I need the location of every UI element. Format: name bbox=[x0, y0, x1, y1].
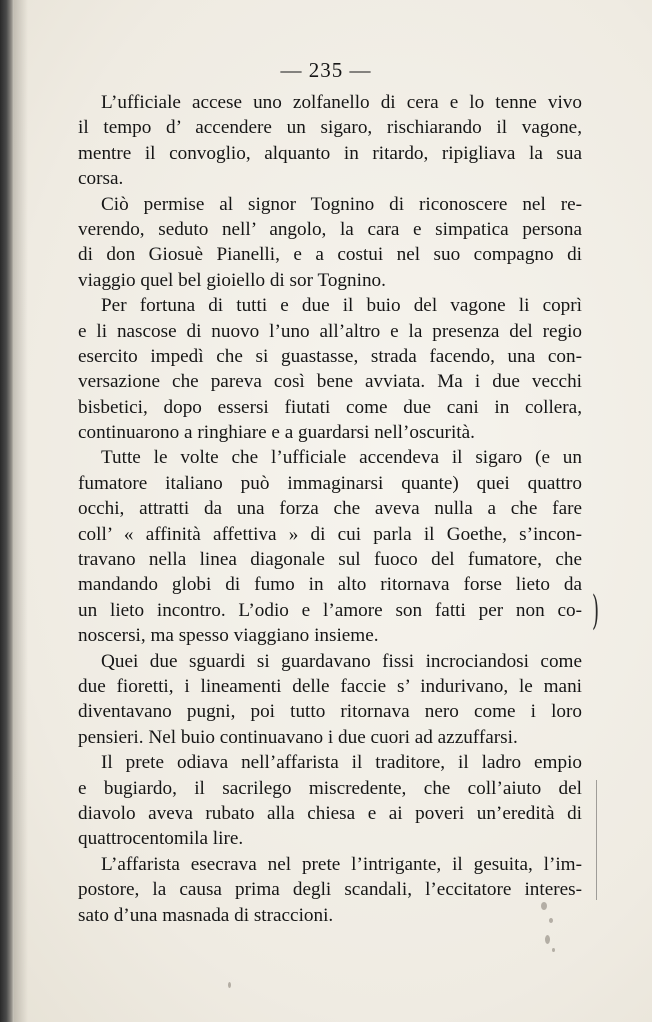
ink-speck bbox=[228, 982, 231, 988]
paragraph bbox=[78, 445, 582, 648]
text-line: Quei due sguardi si guardavano fissi incrociandosi come bbox=[101, 650, 582, 672]
paragraph bbox=[78, 649, 582, 751]
paragraph bbox=[78, 750, 582, 852]
ink-speck bbox=[549, 918, 553, 923]
text-line: Ciò permise al signor Tognino di riconoscere nel re- bbox=[101, 193, 582, 215]
text-line: due fioretti, i lineamenti delle faccie s’ indurivano, le mani bbox=[78, 675, 582, 697]
text-line: viaggio quel bel gioiello di sor Tognino. bbox=[78, 269, 386, 291]
text-line: mentre il convoglio, alquanto in ritardo, ripigliava la sua bbox=[78, 142, 582, 164]
text-line: un lieto incontro. L’odio e l’amore son fatti per non co- bbox=[78, 599, 582, 621]
text-line: e li nascose di nuovo l’uno all’altro e la presenza del regio bbox=[78, 320, 582, 342]
body-text bbox=[78, 90, 582, 928]
text-line: pensieri. Nel buio continuavano i due cuori ad azzuffarsi. bbox=[78, 726, 518, 748]
ink-speck bbox=[541, 902, 547, 910]
text-line: Tutte le volte che l’ufficiale accendeva il sigaro (e un bbox=[101, 447, 582, 469]
text-line: diventavano pugni, poi tutto ritornava nero come i loro bbox=[78, 701, 582, 723]
text-line: Il prete odiava nell’affarista il traditore, il ladro empio bbox=[101, 752, 582, 774]
paragraph bbox=[78, 90, 582, 192]
ink-speck bbox=[552, 948, 555, 952]
text-line: continuarono a ringhiare e a guardarsi nell’oscurità. bbox=[78, 422, 475, 444]
text-line: L’ufficiale accese uno zolfanello di cera e lo tenne vivo bbox=[101, 92, 582, 113]
text-line: verendo, seduto nell’ angolo, la cara e simpatica persona bbox=[78, 218, 582, 240]
paragraph bbox=[78, 192, 582, 294]
paragraph bbox=[78, 293, 582, 445]
text-line: di don Giosuè Pianelli, e a costui nel suo compagno di bbox=[78, 244, 582, 266]
text-line: coll’ « affinità affettiva » di cui parla il Goethe, s’incon- bbox=[78, 523, 582, 545]
text-line: diavolo aveva rubato alla chiesa e ai poveri un’eredità di bbox=[78, 802, 582, 824]
margin-paren-mark: ) bbox=[592, 588, 600, 634]
page-number: — 235 — bbox=[280, 58, 372, 82]
text-line: Per fortuna di tutti e due il buio del vagone li coprì bbox=[101, 295, 582, 317]
text-line: fumatore italiano può immaginarsi quante) quei quattro bbox=[78, 472, 582, 494]
text-line: noscersi, ma spesso viaggiano insieme. bbox=[78, 625, 379, 647]
text-line: sato d’una masnada di straccioni. bbox=[78, 904, 334, 926]
paragraph bbox=[78, 852, 582, 928]
spine-shadow bbox=[14, 0, 28, 1022]
text-line: travano nella linea diagonale sul fuoco del fumatore, che bbox=[78, 549, 582, 571]
text-line: quattrocentomila lire. bbox=[78, 828, 244, 850]
text-line: e bugiardo, il sacrilego miscredente, che coll’aiuto del bbox=[78, 777, 582, 799]
text-line: esercito impedì che si guastasse, strada facendo, una con- bbox=[78, 345, 582, 367]
book-spine bbox=[0, 0, 14, 1022]
ink-speck bbox=[545, 935, 550, 944]
text-line: il tempo d’ accendere un sigaro, rischiarando il vagone, bbox=[78, 117, 582, 139]
text-line: versazione che pareva così bene avviata. Ma i due vecchi bbox=[78, 371, 582, 393]
text-line: occhi, attratti da una forza che aveva nulla a che fare bbox=[78, 498, 582, 520]
text-line: corsa. bbox=[78, 168, 124, 190]
text-line: bisbetici, dopo essersi fiutati come due cani in collera, bbox=[78, 396, 582, 418]
text-line: mandando globi di fumo in alto ritornava forse lieto da bbox=[78, 574, 582, 596]
margin-pencil-line bbox=[596, 780, 597, 900]
text-line: postore, la causa prima degli scandali, l’eccitatore interes- bbox=[78, 879, 582, 901]
text-line: L’affarista esecrava nel prete l’intrigante, il gesuita, l’im- bbox=[101, 853, 582, 875]
